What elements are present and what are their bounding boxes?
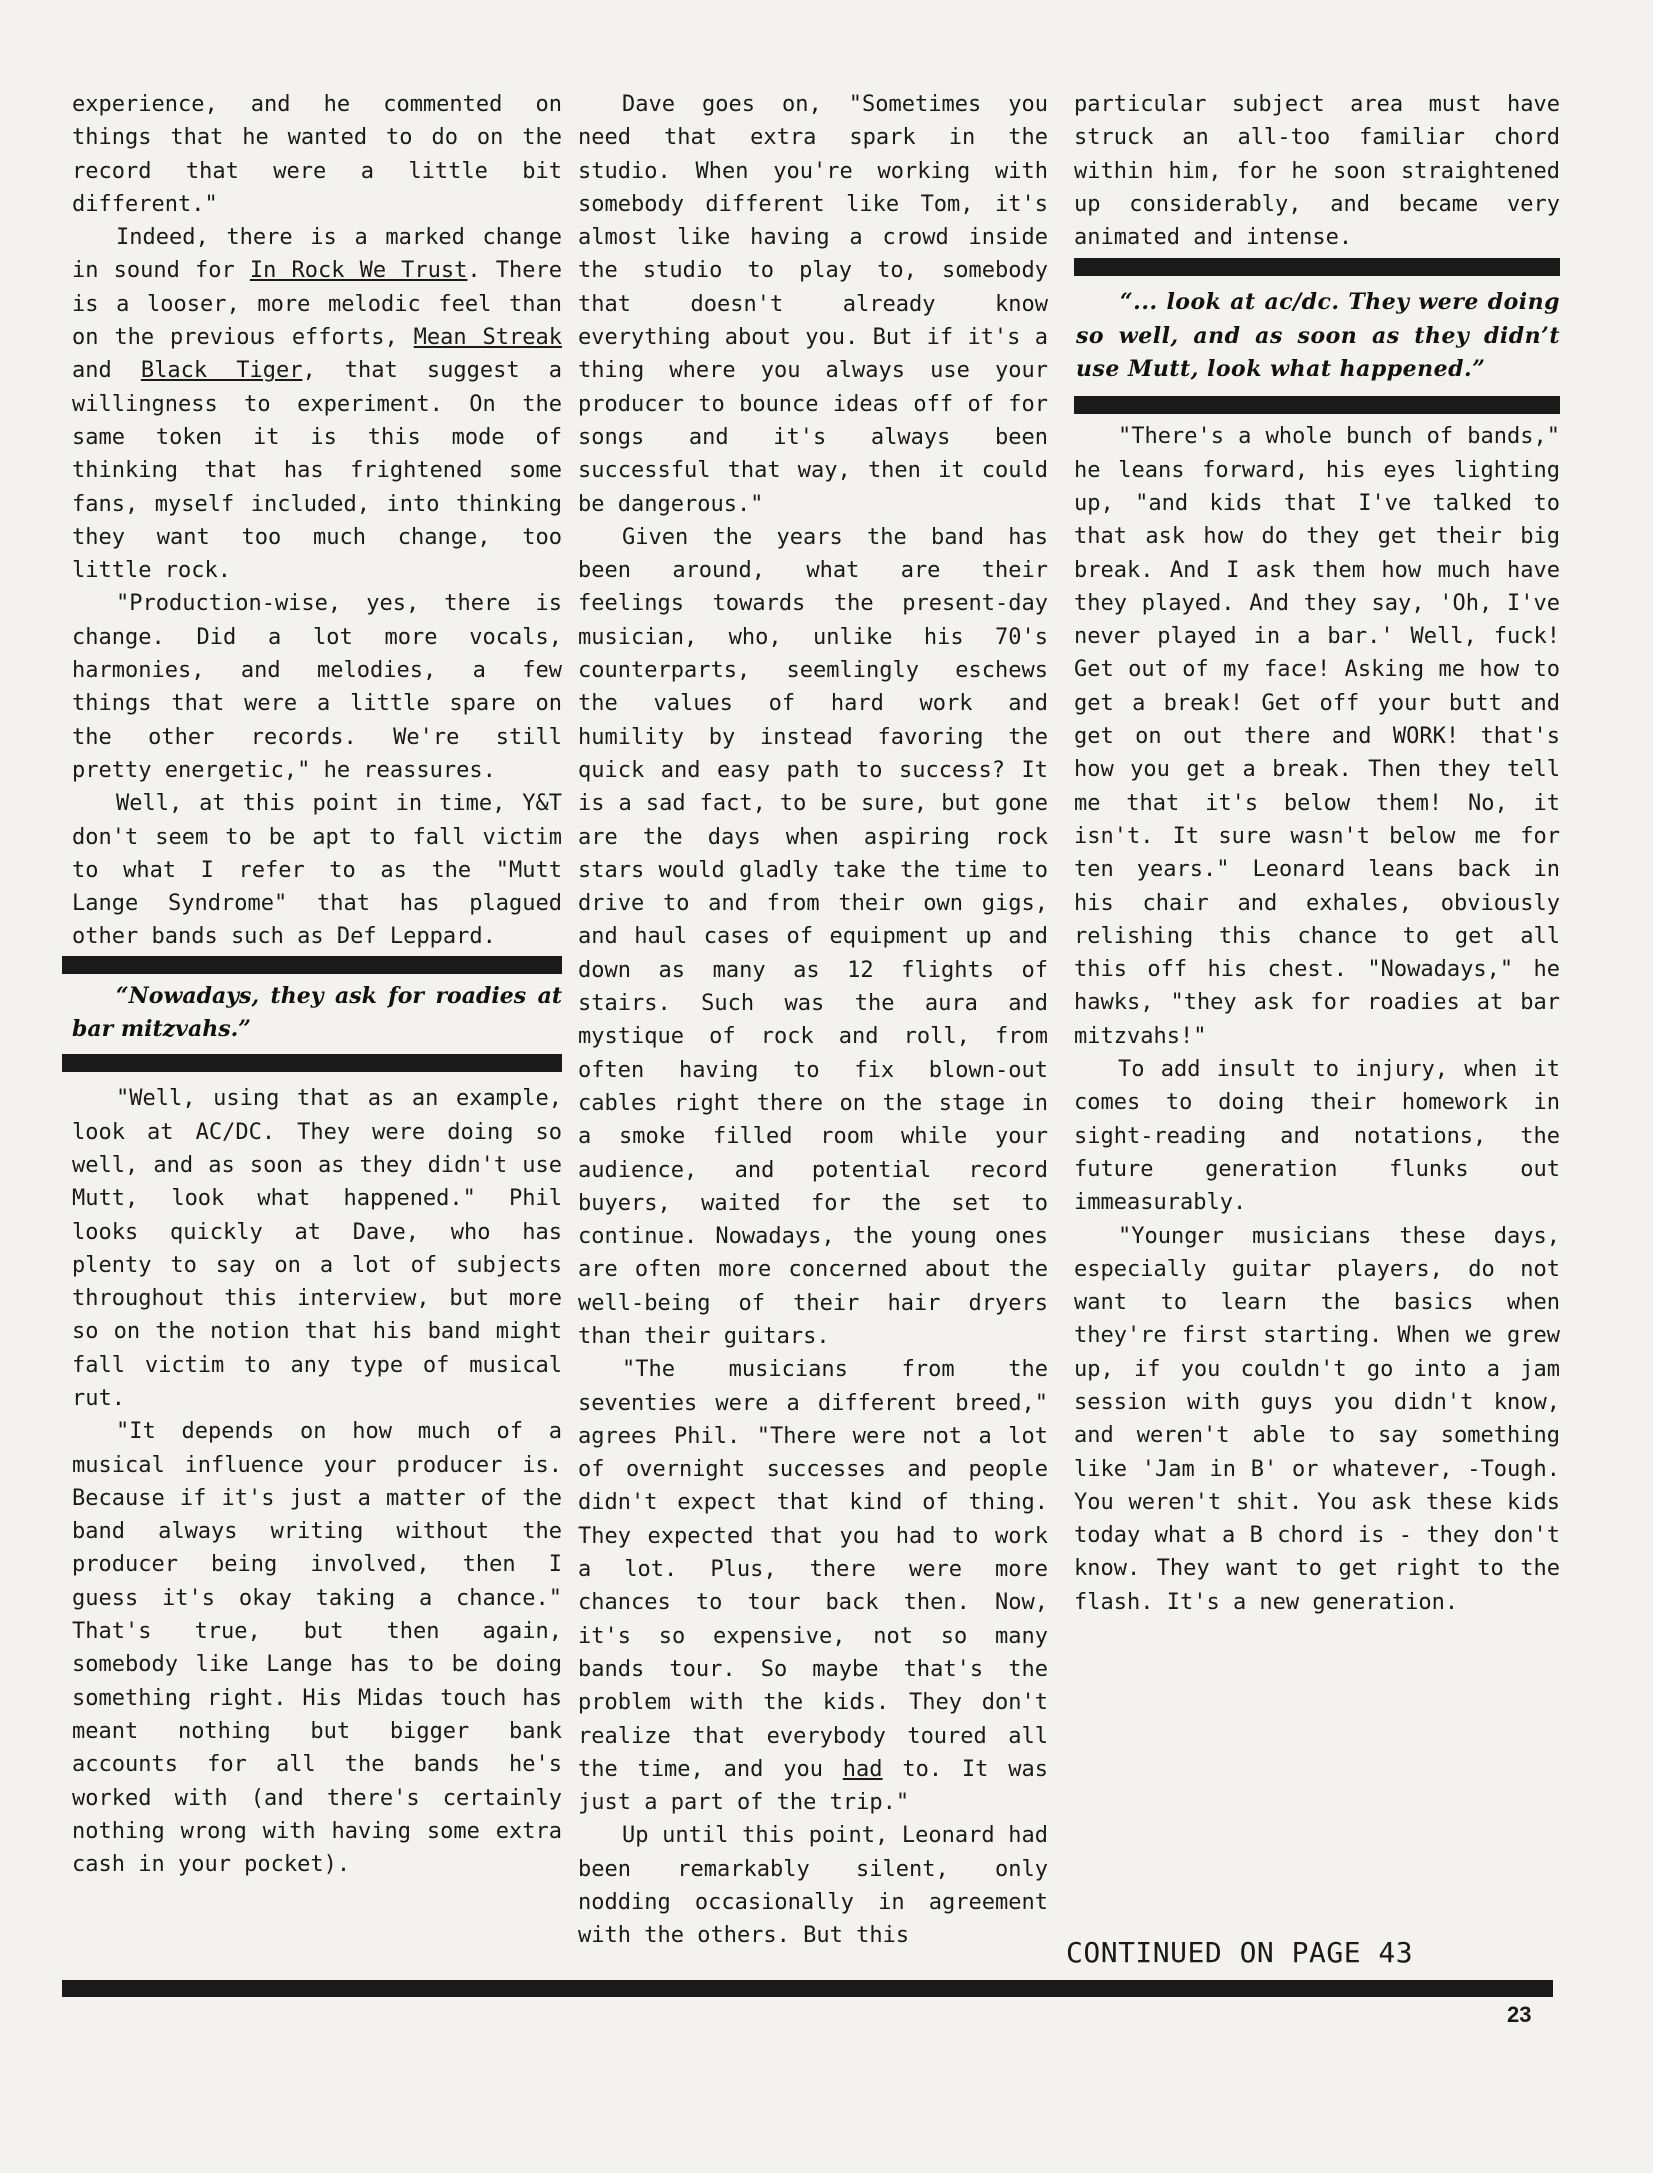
bottom-rule xyxy=(62,1980,1553,1997)
text-run: . There is a looser, more melodic feel than on the previous efforts, xyxy=(72,258,563,351)
paragraph xyxy=(72,221,562,587)
text-run: to. It was just a part of the trip." xyxy=(578,1756,1048,1816)
paragraph: To add insult to injury, when it comes to doing their homework in sight-reading and notations, the future generation flunks out immeasurably. xyxy=(1074,1057,1560,1216)
paragraph: "Well, using that as an example, look at AC/DC. They were doing so well, and as soon as they didn't use Mutt, look what happened." Phil looks quickly at Dave, who has plenty to say on a lot of subjects throughout this interview, but more so on the notion that his band might fall victim to any type of musical rut. xyxy=(72,1086,562,1411)
pullquote: “... look at ac/dc. They were doing so well, and as soon as they didn’t use Mutt, look what happened.” xyxy=(1076,289,1560,383)
paragraph: experience, and he commented on things that he wanted to do on the record that were a little bit different." xyxy=(72,92,562,217)
emphasis: had xyxy=(842,1756,883,1782)
paragraph xyxy=(578,1353,1048,1819)
paragraph: Well, at this point in time, Y&T don't seem to be apt to fall victim to what I refer to as the "Mutt Lange Syndrome" that has plagued other bands such as Def Leppard. xyxy=(72,791,562,950)
paragraph: "Younger musicians these days, especially guitar players, do not want to learn the basics when they're first starting. When we grew up, if you couldn't go into a jam session with guys you didn't know, and weren't able to say something like 'Jam in B' or whatever, -Tough. You weren't shit. You ask these kids today what a B chord is - they don't know. They want to get right to the flash. It's a new generation. xyxy=(1074,1223,1560,1615)
text-run: "The musicians from the seventies were a different breed," agrees Phil. "There were not a lot of overnight successes and people didn't expect that kind of thing. They expected that you had to work a lot. Plus, there were more chances to tour back then. Now, it's so expensive, not so many bands tour. So maybe that's the problem with the kids. They don't realize that everybody toured all the time, and you xyxy=(578,1357,1048,1782)
paragraph: Dave goes on, "Sometimes you need that extra spark in the studio. When you're working with somebody different like Tom, it's almost like having a crowd inside the studio to play to, somebody that doesn't already know everything about you. But if it's a thing where you always use your producer to bounce ideas off of for songs and it's always been successful that way, then it could be dangerous." xyxy=(578,92,1048,517)
paragraph: "It depends on how much of a musical influence your producer is. Because if it's just a matter of the band always writing without the producer being involved, then I guess it's okay taking a chance." That's true, but then again, somebody like Lange has to be doing something right. His Midas touch has meant nothing but bigger bank accounts for all the bands he's worked with (and there's certainly nothing wrong with having some extra cash in your pocket). xyxy=(72,1419,562,1878)
pullquote-rule-top xyxy=(62,956,562,974)
pullquote-rule-top xyxy=(1074,258,1560,276)
article-column-2 xyxy=(578,88,1048,1953)
article-column-1 xyxy=(72,88,562,1881)
paragraph: particular subject area must have struck an all-too familiar chord within him, for he soon straightened up considerably, and became very animated and intense. xyxy=(1074,92,1560,251)
album-title: Black Tiger xyxy=(140,358,303,384)
text-run: and xyxy=(72,358,141,384)
album-title: Mean Streak xyxy=(413,325,562,351)
text-run: , that suggest a willingness to experiment. On the same token it is this mode of thinking that has frightened some fans, myself included, into thinking they want too much change, too little rock. xyxy=(72,358,562,584)
article-column-3 xyxy=(1074,88,1560,1619)
pullquote-rule-bottom xyxy=(62,1054,562,1072)
text-run: Indeed, there is a marked change in sound for xyxy=(72,225,562,284)
paragraph: "Production-wise, yes, there is change. Did a lot more vocals, harmonies, and melodies, a few things that were a little spare on the other records. We're still pretty energetic," he reassures. xyxy=(72,591,562,783)
paragraph: Up until this point, Leonard had been remarkably silent, only nodding occasionally in agreement with the others. But this xyxy=(578,1823,1048,1949)
page-number: 23 xyxy=(1507,2002,1532,2027)
pullquote: “Nowadays, they ask for roadies at bar mitzvahs.” xyxy=(72,982,562,1043)
pullquote-rule-bottom xyxy=(1074,396,1560,414)
paragraph: Given the years the band has been around, what are their feelings towards the present-day musician, who, unlike his 70's counterparts, seemlingly eschews the values of hard work and humility by instead favoring the quick and easy path to success? It is a sad fact, to be sure, but gone are the days when aspiring rock stars would gladly take the time to drive to and from their own gigs, and haul cases of equipment up and down as many as 12 flights of stairs. Such was the aura and mystique of rock and roll, from often having to fix blown-out cables right there on the stage in a smoke filled room while your audience, and potential record buyers, waited for the set to continue. Nowadays, the young ones are often more concerned about the well-being of their hair dryers than their guitars. xyxy=(578,524,1048,1349)
continued-note: CONTINUED ON PAGE 43 xyxy=(1066,1936,1414,1969)
paragraph: "There's a whole bunch of bands," he leans forward, his eyes lighting up, "and kids that I've talked to that ask how do they get their big break. And I ask them how much have they played. And they say, 'Oh, I've never played in a bar.' Well, fuck! Get out of my face! Asking me how to get a break! Get off your butt and get on out there and WORK! that's how you get a break. Then they tell me that it's below them! No, it isn't. It sure wasn't below me for ten years." Leonard leans back in his chair and exhales, obviously relishing this chance to get all this off his chest. "Nowadays," he hawks, "they ask for roadies at bar mitzvahs!" xyxy=(1074,424,1560,1049)
album-title: In Rock We Trust xyxy=(249,258,468,284)
